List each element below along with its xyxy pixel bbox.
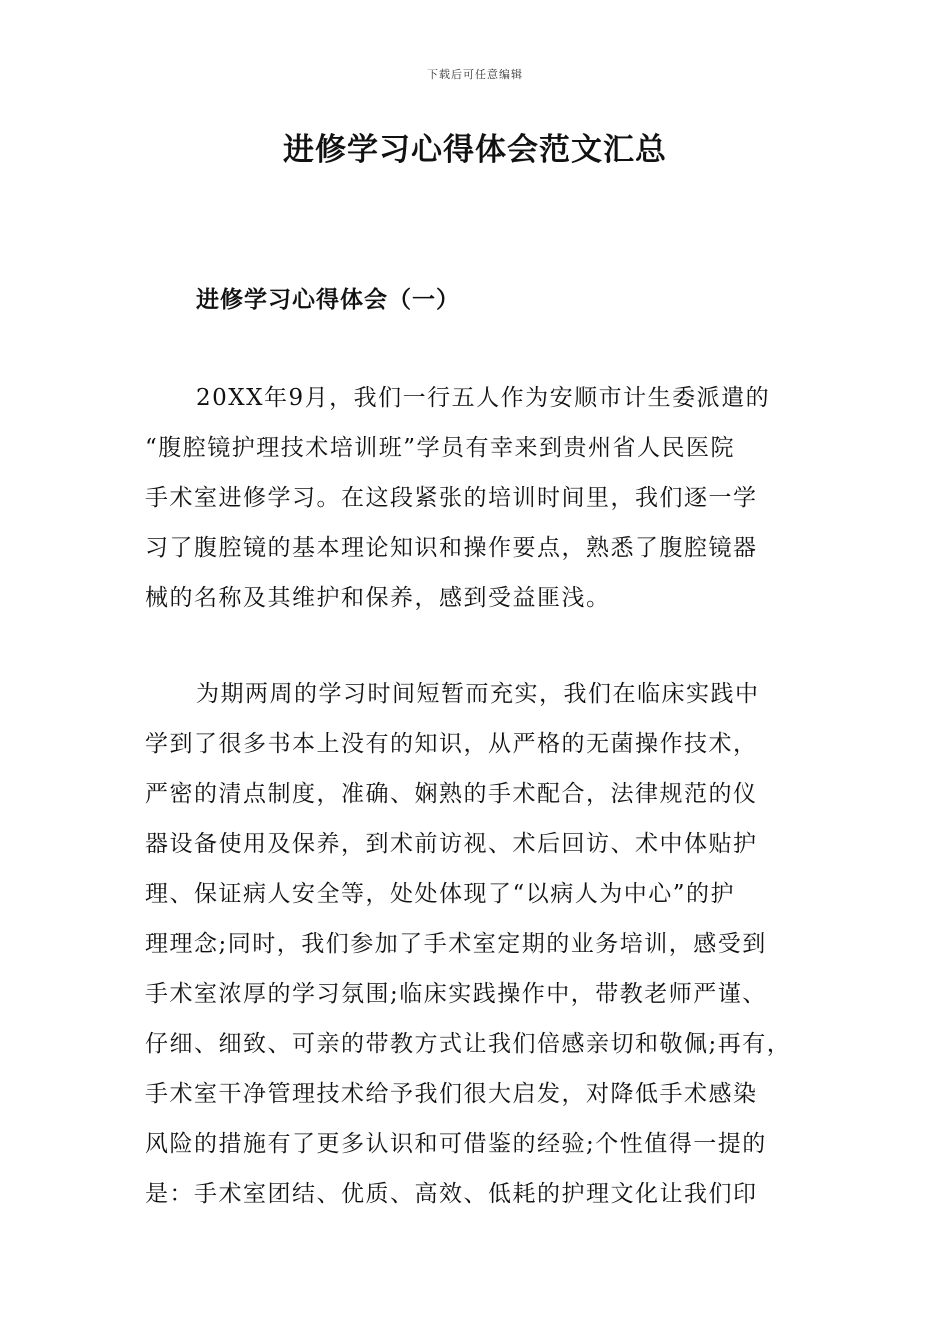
paragraph-line: 器设备使用及保养，到术前访视、术后回访、术中体贴护 <box>145 831 758 857</box>
paragraph-line: 仔细、细致、可亲的带教方式让我们倍感亲切和敬佩;再有， <box>145 1031 792 1057</box>
paragraph-line: 风险的措施有了更多认识和可借鉴的经验;个性值得一提的 <box>145 1131 767 1157</box>
paragraph <box>145 373 810 623</box>
section-heading: 进修学习心得体会（一） <box>196 286 460 313</box>
paragraph-line: 习了腹腔镜的基本理论知识和操作要点，熟悉了腹腔镜器 <box>145 535 758 561</box>
paragraph-line: 械的名称及其维护和保养，感到受益匪浅。 <box>145 585 611 611</box>
page-title: 进修学习心得体会范文汇总 <box>283 132 667 168</box>
paragraph-line: 手术室干净管理技术给予我们很大启发，对降低手术感染 <box>145 1081 758 1107</box>
paragraph-line: 为期两周的学习时间短暂而充实，我们在临床实践中 <box>196 681 760 707</box>
paragraph-line: 是：手术室团结、优质、高效、低耗的护理文化让我们印 <box>145 1181 758 1207</box>
paragraph-line: 严密的清点制度，准确、娴熟的手术配合，法律规范的仪 <box>145 781 758 807</box>
paragraph-line: 理理念;同时，我们参加了手术室定期的业务培训，感受到 <box>145 931 767 957</box>
header-note: 下载后可任意编辑 <box>427 68 523 81</box>
paragraph-line: 手术室浓厚的学习氛围;临床实践操作中，带教老师严谨、 <box>145 981 767 1007</box>
paragraph-line: 理、保证病人安全等，处处体现了“以病人为中心”的护 <box>145 881 736 907</box>
paragraph-line: “腹腔镜护理技术培训班”学员有幸来到贵州省人民医院 <box>145 435 736 461</box>
paragraph <box>145 669 810 1219</box>
paragraph-line: 20XX年9月，我们一行五人作为安顺市计生委派遣的 <box>196 385 771 411</box>
paragraph-line: 手术室进修学习。在这段紧张的培训时间里，我们逐一学 <box>145 485 758 511</box>
paragraph-line: 学到了很多书本上没有的知识，从严格的无菌操作技术， <box>145 731 758 757</box>
